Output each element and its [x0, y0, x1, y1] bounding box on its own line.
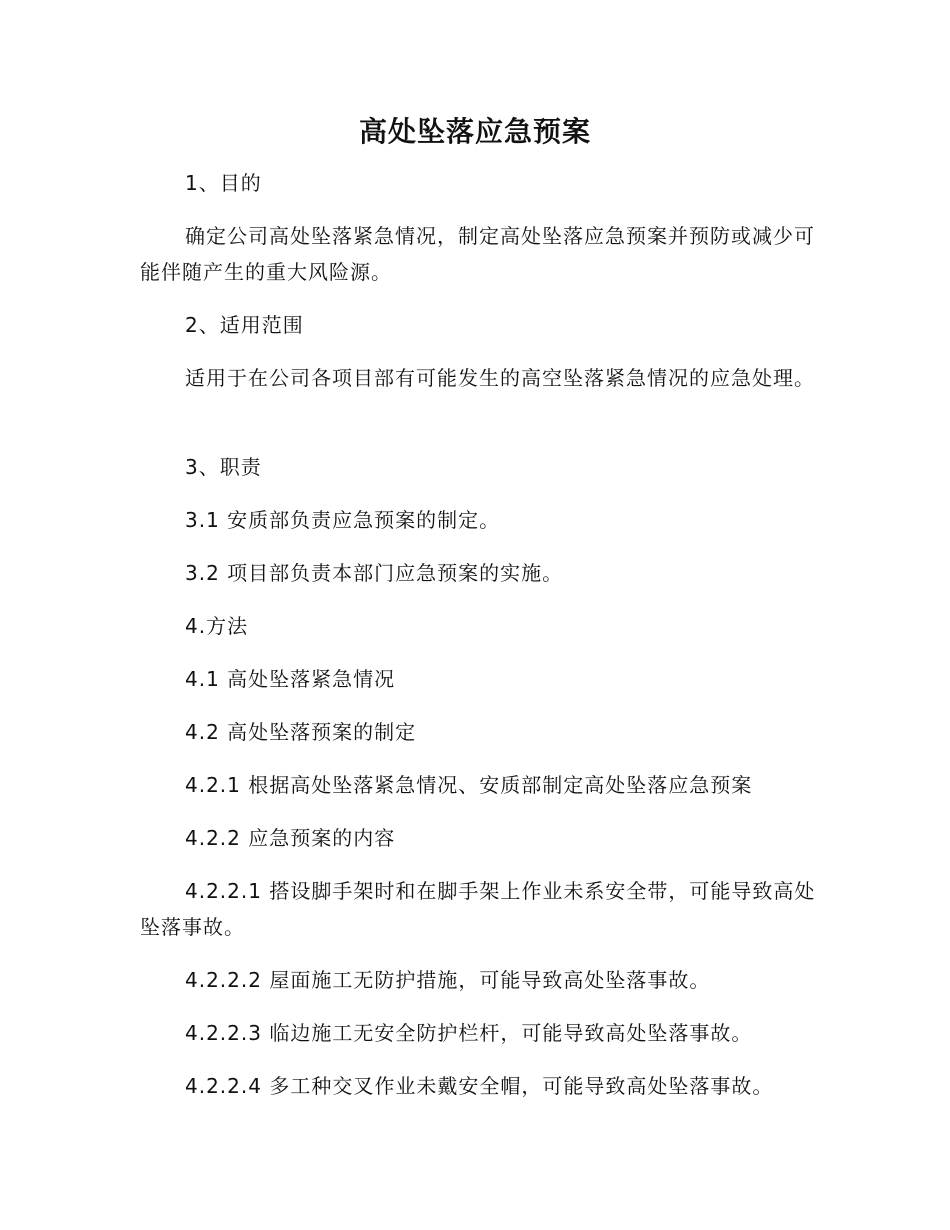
- section-1-heading: 1、目的: [185, 171, 262, 195]
- section-4-2-2-1: 4.2.2.1 搭设脚手架时和在脚手架上作业未系安全带，可能导致高处坠落事故。: [140, 879, 816, 939]
- section-1-body: 确定公司高处坠落紧急情况，制定高处坠落应急预案并预防或减少可能伴随产生的重大风险源。: [140, 224, 815, 284]
- section-4-2-2-3: 4.2.2.3 临边施工无安全防护栏杆，可能导致高处坠落事故。: [185, 1021, 753, 1045]
- section-4-2: 4.2 高处坠落预案的制定: [185, 720, 417, 744]
- document-title: 高处坠落应急预案: [358, 115, 591, 148]
- section-4-2-2: 4.2.2 应急预案的内容: [185, 826, 396, 850]
- section-4-heading: 4.方法: [185, 614, 249, 638]
- section-2-heading: 2、适用范围: [185, 313, 304, 337]
- section-4-2-2-2: 4.2.2.2 屋面施工无防护措施，可能导致高处坠落事故。: [185, 968, 711, 992]
- section-2-body: 适用于在公司各项目部有可能发生的高空坠落紧急情况的应急处理。: [185, 366, 815, 390]
- section-4-1: 4.1 高处坠落紧急情况: [185, 667, 396, 691]
- section-3-2: 3.2 项目部负责本部门应急预案的实施。: [185, 561, 564, 585]
- section-4-2-1: 4.2.1 根据高处坠落紧急情况、安质部制定高处坠落应急预案: [185, 773, 753, 797]
- section-3-1: 3.1 安质部负责应急预案的制定。: [185, 508, 501, 532]
- section-3-heading: 3、职责: [185, 455, 262, 479]
- section-4-2-2-4: 4.2.2.4 多工种交叉作业未戴安全帽，可能导致高处坠落事故。: [185, 1074, 774, 1098]
